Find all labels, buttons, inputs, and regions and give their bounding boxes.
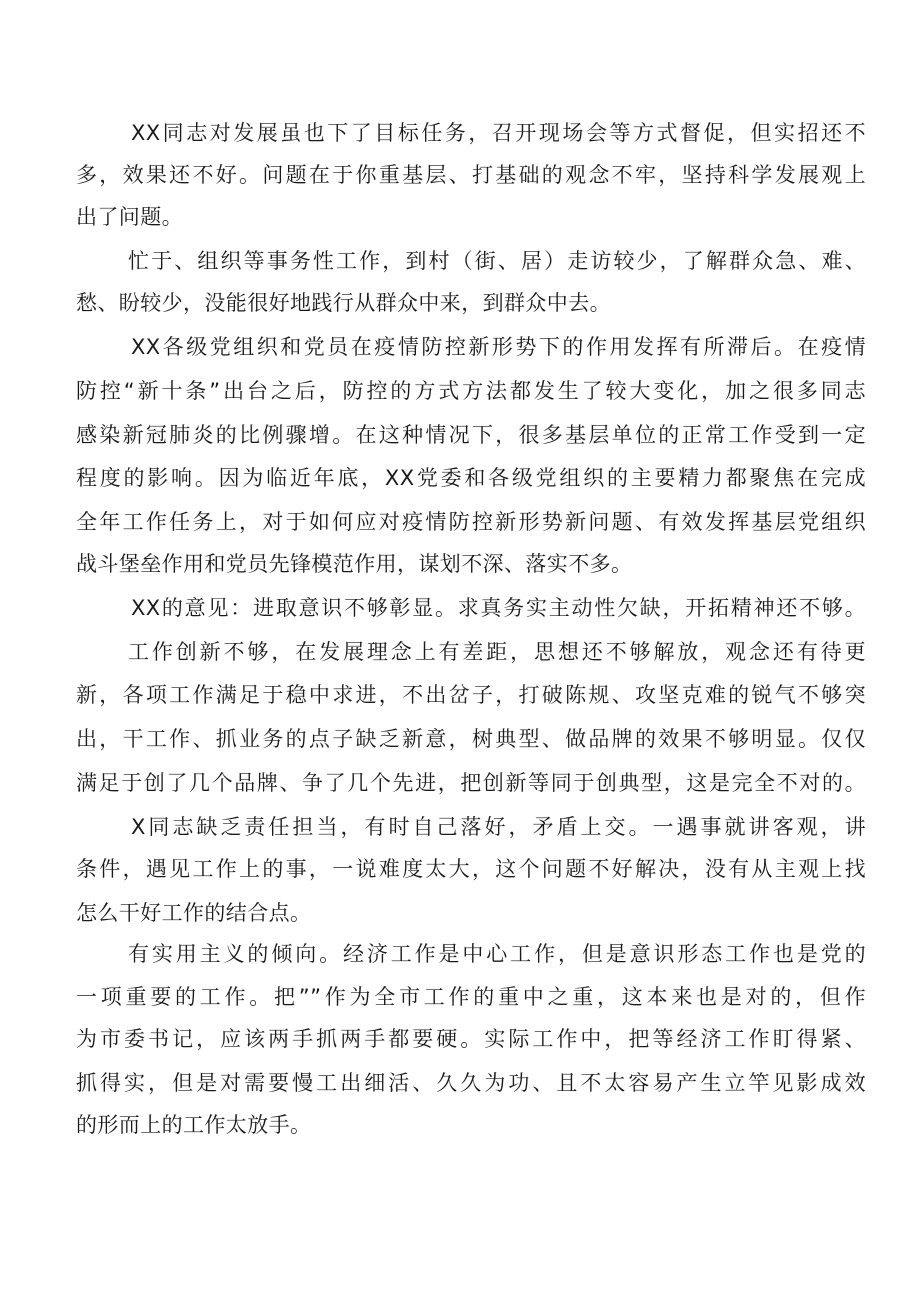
paragraph-line: 愁、盼较少，没能很好地践行从群众中来，到群众中去。 xyxy=(76,291,611,315)
paragraph-line: 有实用主义的倾向。经济工作是中心工作，但是意识形态工作也是党的 xyxy=(128,942,866,966)
paragraph-line: 感染新冠肺炎的比例骤增。在这种情况下，很多基层单位的正常工作受到一定 xyxy=(76,423,866,447)
paragraph-line: 抓得实，但是对需要慢工出细活、久久为功、且不太容易产生立竿见影成效 xyxy=(76,1071,866,1095)
paragraph-line: 防控“新十条”出台之后，防控的方式方法都发生了较大变化，加之很多同志 xyxy=(76,379,866,403)
paragraph-line: 新，各项工作满足于稳中求进，不出岔子，打破陈规、攻坚克难的锐气不够突 xyxy=(76,683,866,707)
paragraph-line: 工作创新不够，在发展理念上有差距，思想还不够解放，观念还有待更 xyxy=(128,640,866,664)
paragraph-line: XX各级党组织和党员在疫情防控新形势下的作用发挥有所滞后。在疫情 xyxy=(131,335,866,359)
paragraph-line: X同志缺乏责任担当，有时自己落好，矛盾上交。一遇事就讲客观，讲 xyxy=(131,815,866,839)
paragraph-line: XX同志对发展虽也下了目标任务，召开现场会等方式督促，但实招还不 xyxy=(131,121,866,145)
paragraph-line: 怎么干好工作的结合点。 xyxy=(76,901,312,925)
paragraph-line: 为市委书记，应该两手抓两手都要硬。实际工作中，把等经济工作盯得紧、 xyxy=(76,1027,866,1051)
paragraph-line: 多，效果还不好。问题在于你重基层、打基础的观念不牢，坚持科学发展观上 xyxy=(76,163,866,187)
paragraph-line: 出了问题。 xyxy=(76,205,183,229)
paragraph-line: 的形而上的工作太放手。 xyxy=(76,1113,312,1137)
paragraph-line: 一项重要的工作。把””作为全市工作的重中之重，这本来也是对的，但作 xyxy=(76,985,866,1009)
paragraph-line: XX的意见：进取意识不够彰显。求真务实主动性欠缺，开拓精神还不够。 xyxy=(131,596,866,620)
paragraph-line: 战斗堡垒作用和党员先锋模范作用，谋划不深、落实不多。 xyxy=(76,552,633,576)
paragraph-line: 满足于创了几个品牌、争了几个先进，把创新等同于创典型，这是完全不对的。 xyxy=(76,771,866,795)
paragraph-line: 忙于、组织等事务性工作，到村（街、居）走访较少，了解群众急、难、 xyxy=(128,249,866,273)
paragraph-line: 条件，遇见工作上的事，一说难度太大，这个问题不好解决，没有从主观上找 xyxy=(76,857,866,881)
paragraph-line: 程度的影响。因为临近年底，XX党委和各级党组织的主要精力都聚焦在完成 xyxy=(76,466,866,490)
paragraph-line: 出，干工作、抓业务的点子缺乏新意，树典型、做品牌的效果不够明显。仅仅 xyxy=(76,727,866,751)
paragraph-line: 全年工作任务上，对于如何应对疫情防控新形势新问题、有效发挥基层党组织 xyxy=(76,510,866,534)
